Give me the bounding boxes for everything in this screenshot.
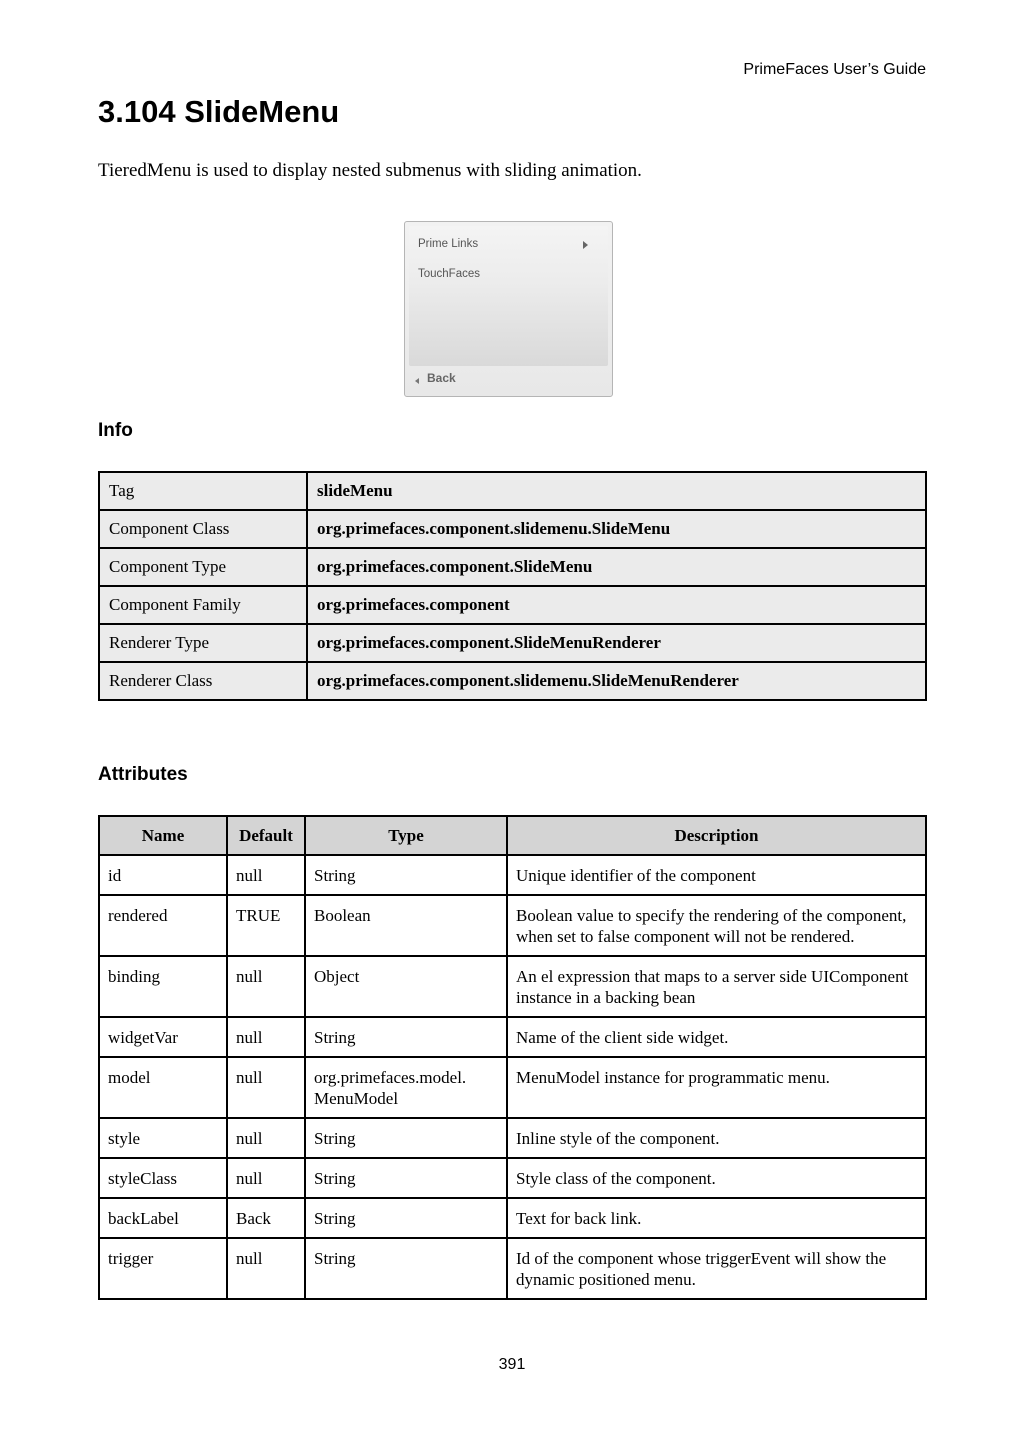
info-row [99, 624, 926, 662]
cell-type: org.primefaces.model. MenuModel [305, 1057, 507, 1118]
intro-paragraph: TieredMenu is used to display nested submenus with sliding animation. [98, 160, 642, 181]
info-row [99, 472, 926, 510]
cell-name: styleClass [99, 1158, 227, 1198]
table-row [99, 1017, 926, 1057]
menu-item-prime-links: Prime Links [418, 238, 479, 250]
cell-description: An el expression that maps to a server side UIComponent instance in a backing bean [507, 956, 926, 1017]
cell-name: backLabel [99, 1198, 227, 1238]
cell-default: null [227, 1158, 305, 1198]
info-key: Component Class [99, 510, 307, 548]
cell-type: String [305, 1198, 507, 1238]
info-value: org.primefaces.component.slidemenu.SlideMenu [307, 510, 926, 548]
info-value: org.primefaces.component.SlideMenuRenderer [307, 624, 926, 662]
cell-default: null [227, 1118, 305, 1158]
cell-type: String [305, 1118, 507, 1158]
info-key: Component Type [99, 548, 307, 586]
cell-type: String [305, 855, 507, 895]
cell-type: String [305, 1238, 507, 1299]
cell-default: null [227, 855, 305, 895]
cell-description: Boolean value to specify the rendering of the component, when set to false component will not be rendered. [507, 895, 926, 956]
cell-type: String [305, 1158, 507, 1198]
cell-name: id [99, 855, 227, 895]
table-row [99, 956, 926, 1017]
cell-name: binding [99, 956, 227, 1017]
cell-description: Unique identifier of the component [507, 855, 926, 895]
column-header-default: Default [227, 816, 305, 855]
info-heading: Info [98, 420, 133, 441]
table-row [99, 1057, 926, 1118]
table-row [99, 1198, 926, 1238]
cell-name: trigger [99, 1238, 227, 1299]
info-row [99, 662, 926, 700]
column-header-type: Type [305, 816, 507, 855]
running-header: PrimeFaces User’s Guide [743, 61, 926, 78]
cell-description: Name of the client side widget. [507, 1017, 926, 1057]
info-row [99, 548, 926, 586]
menu-item-touchfaces: TouchFaces [418, 268, 481, 280]
info-row [99, 510, 926, 548]
cell-type: String [305, 1017, 507, 1057]
cell-name: model [99, 1057, 227, 1118]
attributes-heading: Attributes [98, 764, 188, 785]
cell-name: widgetVar [99, 1017, 227, 1057]
cell-name: rendered [99, 895, 227, 956]
cell-default: null [227, 1017, 305, 1057]
cell-name: style [99, 1118, 227, 1158]
info-table [98, 471, 927, 701]
chevron-right-icon [583, 241, 588, 249]
info-key: Tag [99, 472, 307, 510]
cell-description: Id of the component whose triggerEvent will show the dynamic positioned menu. [507, 1238, 926, 1299]
cell-description: Text for back link. [507, 1198, 926, 1238]
back-link: Back [427, 371, 456, 385]
table-row [99, 1238, 926, 1299]
info-key: Renderer Class [99, 662, 307, 700]
column-header-description: Description [507, 816, 926, 855]
cell-type: Object [305, 956, 507, 1017]
cell-description: Inline style of the component. [507, 1118, 926, 1158]
chevron-left-icon [415, 378, 419, 384]
cell-default: TRUE [227, 895, 305, 956]
cell-description: MenuModel instance for programmatic menu. [507, 1057, 926, 1118]
info-value: slideMenu [307, 472, 926, 510]
table-row [99, 855, 926, 895]
info-value: org.primefaces.component [307, 586, 926, 624]
table-row [99, 1118, 926, 1158]
section-title: 3.104 SlideMenu [98, 94, 340, 129]
attributes-header-row [99, 816, 926, 855]
info-value: org.primefaces.component.slidemenu.SlideMenuRenderer [307, 662, 926, 700]
cell-type: Boolean [305, 895, 507, 956]
info-key: Renderer Type [99, 624, 307, 662]
table-row [99, 895, 926, 956]
info-row [99, 586, 926, 624]
table-row [99, 1158, 926, 1198]
cell-default: null [227, 956, 305, 1017]
cell-default: null [227, 1057, 305, 1118]
cell-default: Back [227, 1198, 305, 1238]
cell-description: Style class of the component. [507, 1158, 926, 1198]
cell-default: null [227, 1238, 305, 1299]
column-header-name: Name [99, 816, 227, 855]
info-value: org.primefaces.component.SlideMenu [307, 548, 926, 586]
page-number: 391 [498, 1356, 526, 1373]
slidemenu-preview-image [404, 221, 613, 397]
menu-panel [409, 226, 608, 366]
attributes-table [98, 815, 927, 1300]
info-key: Component Family [99, 586, 307, 624]
